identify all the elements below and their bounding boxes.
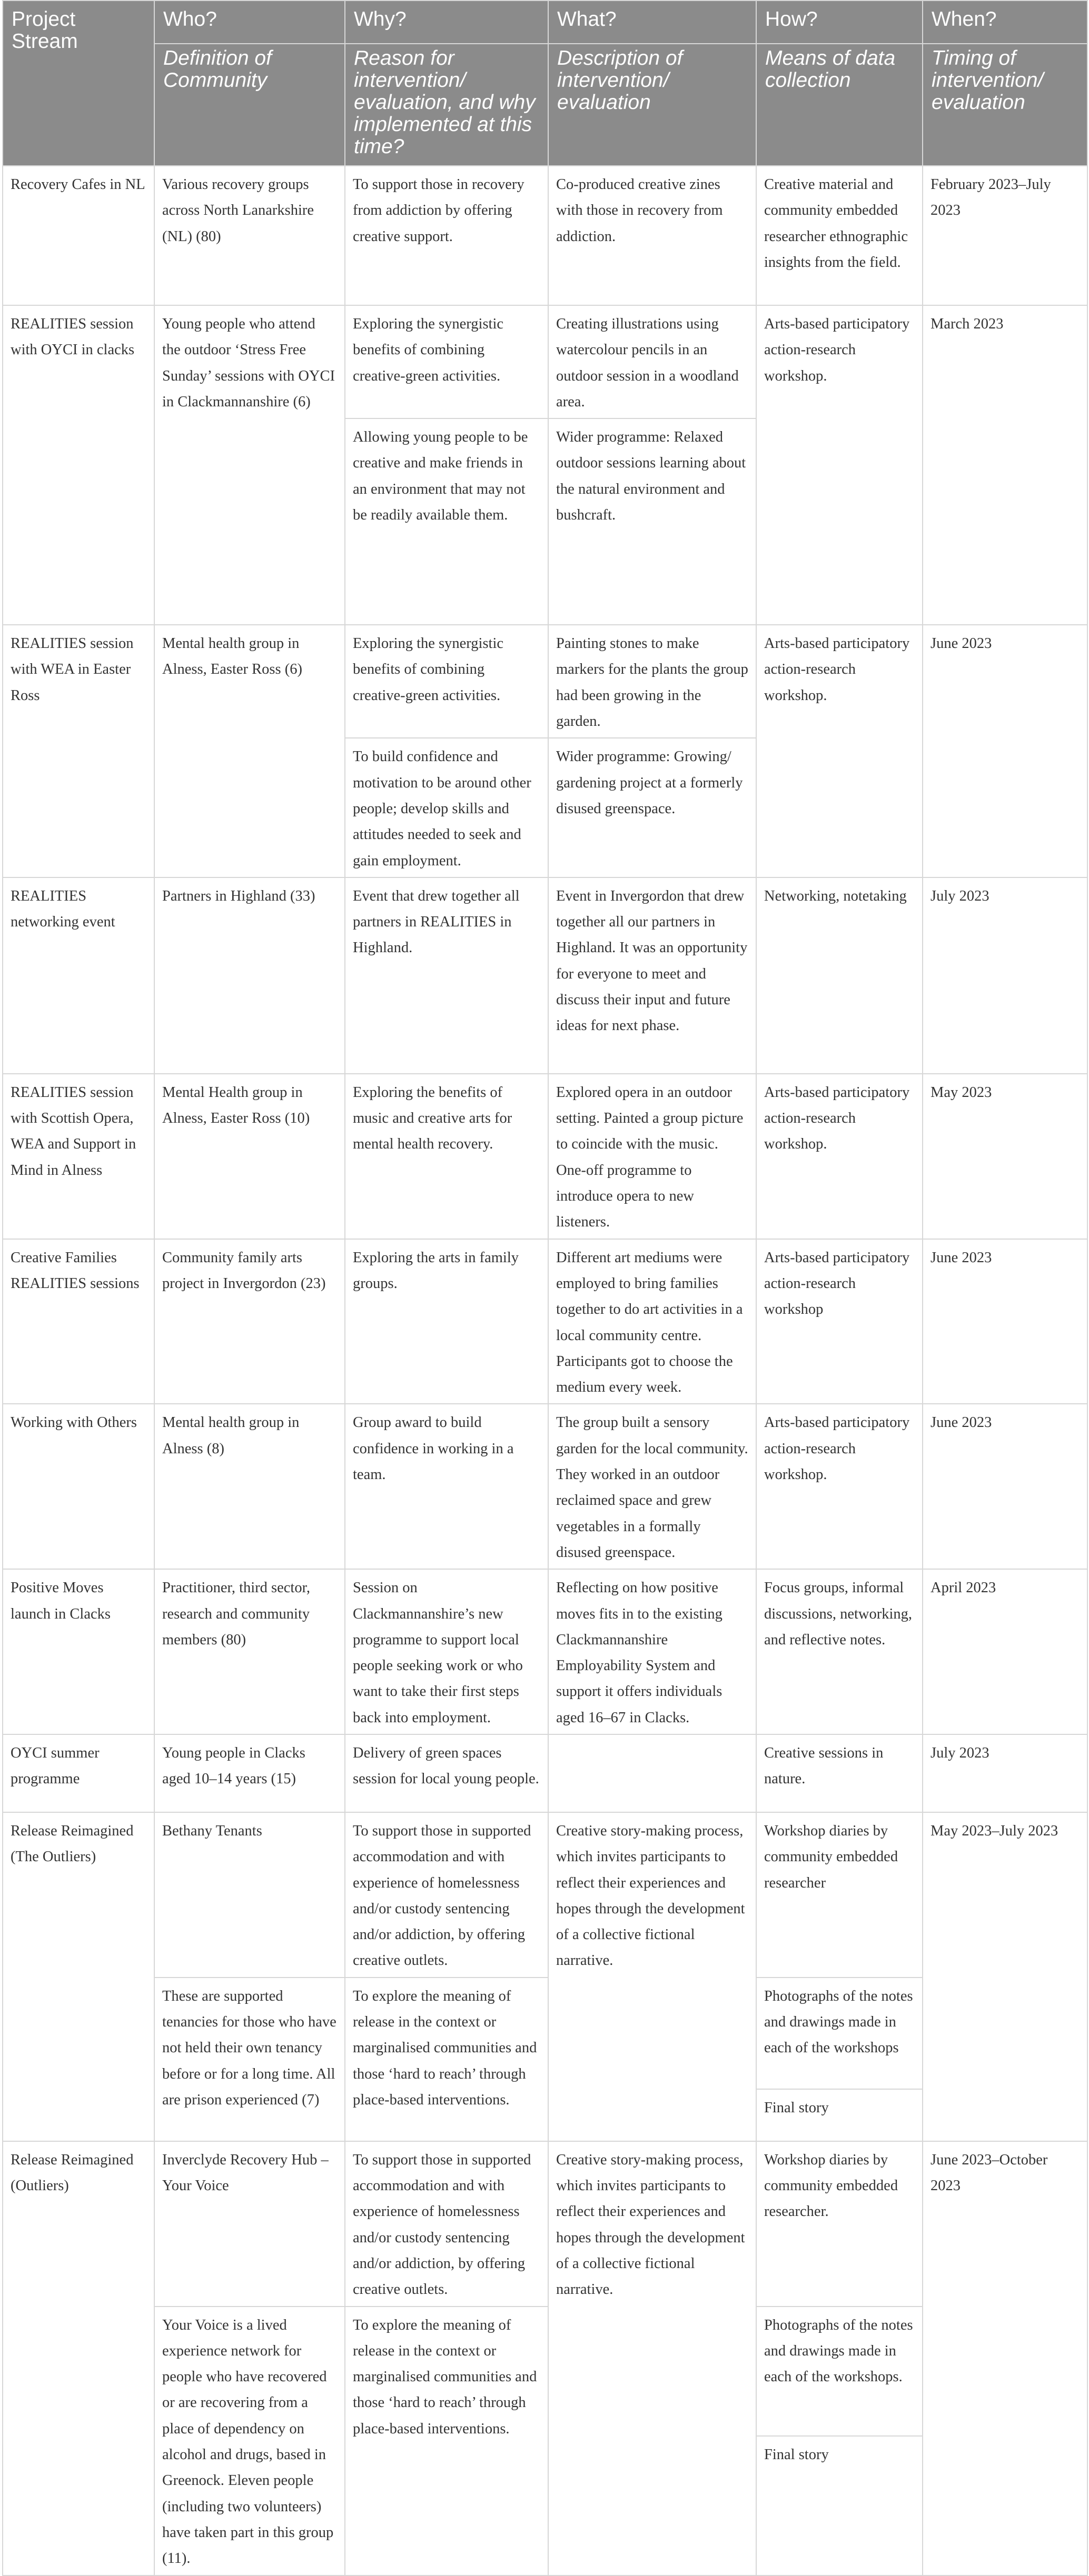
cell-who: Your Voice is a lived experience network for people who have recovered or are recovering from a place of dependency on alcohol and drugs, based in Greenock. Eleven people (including two volunteers) have taken part in this group (11). bbox=[154, 2307, 345, 2575]
header-what: What? bbox=[548, 1, 756, 44]
cell-stream: Release Reimagined (The Outliers) bbox=[3, 1812, 154, 2141]
cell-when: March 2023 bbox=[923, 305, 1087, 625]
cell-why: Group award to build confidence in working in a team. bbox=[345, 1404, 548, 1569]
cell-when: June 2023 bbox=[923, 1239, 1087, 1404]
cell-why: To support those in recovery from addiction by offering creative support. bbox=[345, 166, 548, 305]
cell-what: Co-produced creative zines with those in recovery from addiction. bbox=[548, 166, 756, 305]
cell-what: Creating illustrations using watercolour pencils in an outdoor session in a woodland area. bbox=[548, 305, 756, 418]
cell-why: Exploring the benefits of music and creative arts for mental health recovery. bbox=[345, 1074, 548, 1239]
cell-stream: REALITIES session with Scottish Opera, WEA and Support in Mind in Alness bbox=[3, 1074, 154, 1239]
cell-stream: Recovery Cafes in NL bbox=[3, 166, 154, 305]
cell-how: Arts-based participatory action-research workshop. bbox=[756, 305, 923, 625]
cell-stream: Positive Moves launch in Clacks bbox=[3, 1569, 154, 1734]
cell-how: Workshop diaries by community embedded researcher. bbox=[756, 2141, 923, 2307]
cell-what: Creative story-making process, which invites participants to reflect their experiences and hopes through the development of a collective fictional narrative. bbox=[548, 2141, 756, 2575]
cell-when: February 2023–July 2023 bbox=[923, 166, 1087, 305]
cell-when: April 2023 bbox=[923, 1569, 1087, 1734]
cell-what: Different art mediums were employed to bring families together to do art activities in a local community centre. Participants got to choose the medium every week. bbox=[548, 1239, 756, 1404]
table-row bbox=[3, 2141, 1087, 2307]
cell-who: Mental Health group in Alness, Easter Ross (10) bbox=[154, 1074, 345, 1239]
cell-stream: OYCI summer programme bbox=[3, 1734, 154, 1812]
header-who: Who? bbox=[154, 1, 345, 44]
cell-how: Arts-based participatory action-research workshop. bbox=[756, 625, 923, 877]
cell-what: Wider programme: Growing/ gardening project at a formerly disused greenspace. bbox=[548, 738, 756, 877]
table-row bbox=[3, 1734, 1087, 1812]
cell-why: To explore the meaning of release in the context or marginalised communities and those ‘hard to reach’ through place-based interventions. bbox=[345, 1978, 548, 2141]
cell-who: Community family arts project in Invergordon (23) bbox=[154, 1239, 345, 1404]
cell-how: Focus groups, informal discussions, networking, and reflective notes. bbox=[756, 1569, 923, 1734]
cell-stream: REALITIES networking event bbox=[3, 877, 154, 1074]
cell-why: To support those in supported accommodation and with experience of homelessness and/or custody sentencing and/or addiction, by offering creative outlets. bbox=[345, 1812, 548, 1978]
cell-why: Event that drew together all partners in REALITIES in Highland. bbox=[345, 877, 548, 1074]
cell-how: Arts-based participatory action-research workshop bbox=[756, 1239, 923, 1404]
table-row bbox=[3, 1404, 1087, 1569]
cell-why: Exploring the synergistic benefits of combining creative-green activities. bbox=[345, 305, 548, 418]
cell-what bbox=[548, 1734, 756, 1812]
cell-what: Creative story-making process, which invites participants to reflect their experiences and hopes through the development of a collective fictional narrative. bbox=[548, 1812, 756, 2141]
subheader-row bbox=[3, 44, 1087, 166]
subheader-how: Means of data collection bbox=[756, 44, 923, 166]
table-row bbox=[3, 625, 1087, 738]
table-row bbox=[3, 1569, 1087, 1734]
table-row bbox=[3, 166, 1087, 305]
project-table bbox=[2, 0, 1088, 2576]
table-row bbox=[3, 1812, 1087, 1978]
header-why: Why? bbox=[345, 1, 548, 44]
header-how: How? bbox=[756, 1, 923, 44]
cell-what: Painting stones to make markers for the plants the group had been growing in the garden. bbox=[548, 625, 756, 738]
cell-when: June 2023–October 2023 bbox=[923, 2141, 1087, 2575]
table-row bbox=[3, 1239, 1087, 1404]
cell-why: Allowing young people to be creative and make friends in an environment that may not be readily available them. bbox=[345, 418, 548, 625]
subheader-what: Description of intervention/ evaluation bbox=[548, 44, 756, 166]
cell-why: To explore the meaning of release in the context or marginalised communities and those ‘hard to reach’ through place-based interventions. bbox=[345, 2307, 548, 2575]
cell-what: Event in Invergordon that drew together all our partners in Highland. It was an opportunity for everyone to meet and discuss their input and future ideas for next phase. bbox=[548, 877, 756, 1074]
cell-stream: REALITIES session with OYCI in clacks bbox=[3, 305, 154, 625]
header-project-stream: Project Stream bbox=[3, 1, 154, 166]
cell-who: Various recovery groups across North Lanarkshire (NL) (80) bbox=[154, 166, 345, 305]
table-row bbox=[3, 305, 1087, 418]
cell-why: Delivery of green spaces session for local young people. bbox=[345, 1734, 548, 1812]
subheader-who: Definition of Community bbox=[154, 44, 345, 166]
cell-who: Young people who attend the outdoor ‘Stress Free Sunday’ sessions with OYCI in Clackmannanshire (6) bbox=[154, 305, 345, 625]
header-when: When? bbox=[923, 1, 1087, 44]
cell-when: May 2023–July 2023 bbox=[923, 1812, 1087, 2141]
cell-stream: Creative Families REALITIES sessions bbox=[3, 1239, 154, 1404]
cell-why: Exploring the synergistic benefits of combining creative-green activities. bbox=[345, 625, 548, 738]
cell-how: Photographs of the notes and drawings made in each of the workshops bbox=[756, 1978, 923, 2089]
cell-when: June 2023 bbox=[923, 625, 1087, 877]
cell-how: Final story bbox=[756, 2089, 923, 2141]
cell-who: Inverclyde Recovery Hub – Your Voice bbox=[154, 2141, 345, 2307]
subheader-why: Reason for intervention/ evaluation, and why implemented at this time? bbox=[345, 44, 548, 166]
cell-how: Photographs of the notes and drawings made in each of the workshops. bbox=[756, 2307, 923, 2436]
cell-when: July 2023 bbox=[923, 1734, 1087, 1812]
cell-how: Arts-based participatory action-research workshop. bbox=[756, 1404, 923, 1569]
cell-stream: REALITIES session with WEA in Easter Ross bbox=[3, 625, 154, 877]
cell-what: The group built a sensory garden for the local community. They worked in an outdoor reclaimed space and grew vegetables in a formally disused greenspace. bbox=[548, 1404, 756, 1569]
cell-how: Creative sessions in nature. bbox=[756, 1734, 923, 1812]
cell-what: Wider programme: Relaxed outdoor sessions learning about the natural environment and bushcraft. bbox=[548, 418, 756, 625]
cell-how: Creative material and community embedded researcher ethnographic insights from the field. bbox=[756, 166, 923, 305]
table-row bbox=[3, 877, 1087, 1074]
cell-what: Reflecting on how positive moves fits in to the existing Clackmannanshire Employability System and support it offers individuals aged 16–67 in Clacks. bbox=[548, 1569, 756, 1734]
cell-when: July 2023 bbox=[923, 877, 1087, 1074]
cell-what: Explored opera in an outdoor setting. Painted a group picture to coincide with the music. One-off programme to introduce opera to new listeners. bbox=[548, 1074, 756, 1239]
cell-why: To build confidence and motivation to be around other people; develop skills and attitudes needed to seek and gain employment. bbox=[345, 738, 548, 877]
cell-who: Young people in Clacks aged 10–14 years (15) bbox=[154, 1734, 345, 1812]
cell-how: Arts-based participatory action-research workshop. bbox=[756, 1074, 923, 1239]
cell-stream: Release Reimagined (Outliers) bbox=[3, 2141, 154, 2575]
cell-who: Mental health group in Alness, Easter Ross (6) bbox=[154, 625, 345, 877]
cell-how: Networking, notetaking bbox=[756, 877, 923, 1074]
cell-who: Mental health group in Alness (8) bbox=[154, 1404, 345, 1569]
cell-why: Session on Clackmannanshire’s new programme to support local people seeking work or who want to take their first steps back into employment. bbox=[345, 1569, 548, 1734]
cell-who: Partners in Highland (33) bbox=[154, 877, 345, 1074]
header-row bbox=[3, 1, 1087, 44]
table-row bbox=[3, 1074, 1087, 1239]
cell-how: Final story bbox=[756, 2436, 923, 2575]
cell-who: Bethany Tenants bbox=[154, 1812, 345, 1978]
cell-how: Workshop diaries by community embedded researcher bbox=[756, 1812, 923, 1978]
cell-stream: Working with Others bbox=[3, 1404, 154, 1569]
subheader-when: Timing of intervention/ evaluation bbox=[923, 44, 1087, 166]
cell-why: To support those in supported accommodation and with experience of homelessness and/or custody sentencing and/or addiction, by offering creative outlets. bbox=[345, 2141, 548, 2307]
cell-who: Practitioner, third sector, research and community members (80) bbox=[154, 1569, 345, 1734]
cell-when: May 2023 bbox=[923, 1074, 1087, 1239]
cell-who: These are supported tenancies for those who have not held their own tenancy before or for a long time. All are prison experienced (7) bbox=[154, 1978, 345, 2141]
cell-why: Exploring the arts in family groups. bbox=[345, 1239, 548, 1404]
cell-when: June 2023 bbox=[923, 1404, 1087, 1569]
